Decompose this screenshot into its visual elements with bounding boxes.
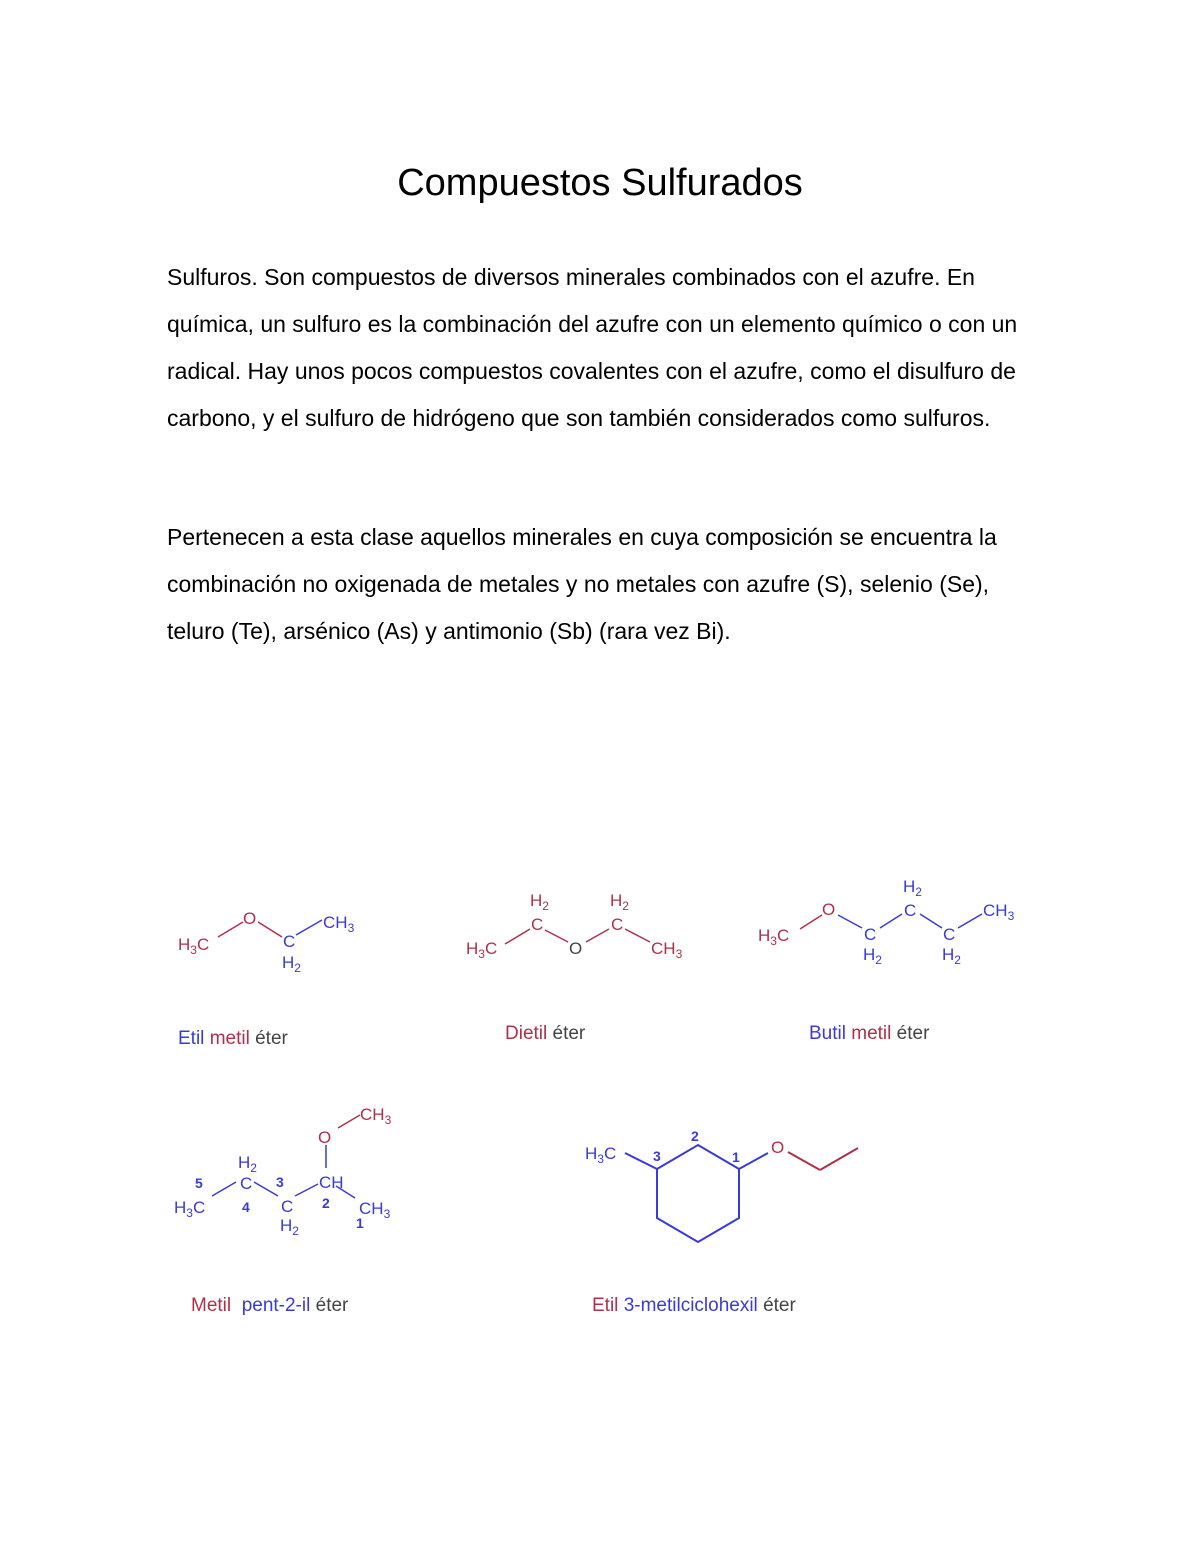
- atom-c: C: [904, 901, 917, 920]
- bond: [820, 1148, 858, 1170]
- carbon-number: 1: [356, 1215, 364, 1231]
- atom-h3c: $H_3C$: [178, 935, 210, 957]
- caption-dietil-eter: Dietil éter: [505, 1023, 586, 1044]
- bond: [254, 1182, 278, 1196]
- carbon-number: 2: [691, 1128, 699, 1144]
- structure-metil-pent-2-il-eter: [174, 1105, 392, 1316]
- bond: [212, 1182, 236, 1196]
- bond: [295, 1184, 318, 1196]
- bond: [800, 915, 822, 929]
- caption-etil-3-metilciclohexil-eter: Etil 3-metilciclohexil éter: [592, 1295, 796, 1316]
- bond: [296, 920, 322, 935]
- carbon-number: 5: [195, 1175, 203, 1191]
- atom-o: O: [569, 939, 583, 958]
- paragraph-sulfuros: Sulfuros. Son compuestos de diversos minerales combinados con el azufre. En química, un sulfuro es la combinación del azufre con un elemento químico o con un radical. Hay unos pocos compuestos covalentes con el azufre, como el disulfuro de carbono, y el sulfuro de hidrógeno que son también considerados como sulfuros.: [167, 264, 1018, 431]
- bond: [739, 1153, 768, 1169]
- carbon-number: 4: [242, 1199, 250, 1215]
- atom-o: O: [822, 900, 836, 919]
- bond: [920, 914, 942, 928]
- caption-metil-pent-2-il-eter: Metil pent-2-il éter: [191, 1295, 349, 1316]
- bond: [958, 914, 982, 928]
- atom-o: O: [243, 909, 257, 928]
- atom-ch: CH: [319, 1173, 344, 1192]
- bond: [505, 929, 530, 944]
- atom-c: C: [531, 915, 544, 934]
- structure-butil-metil-eter: [758, 877, 1015, 1044]
- atom-h3c: $H_3C$: [466, 939, 498, 961]
- structure-etil-metil-eter: [178, 909, 355, 1049]
- atom-c: C: [611, 915, 624, 934]
- atom-h3c: $H_3C$: [758, 926, 790, 948]
- atom-c: C: [943, 925, 956, 944]
- carbon-number: 1: [732, 1149, 740, 1165]
- bond: [338, 1115, 360, 1128]
- bond: [545, 930, 568, 942]
- atom-h2: $H_2$: [903, 877, 922, 899]
- atom-h2: $H_2$: [610, 891, 629, 913]
- atom-h2: $H_2$: [530, 891, 549, 913]
- bond: [880, 914, 902, 928]
- atom-ch3: $CH_3$: [983, 901, 1015, 923]
- carbon-number: 2: [322, 1195, 330, 1211]
- bond: [218, 922, 243, 937]
- structure-dietil-eter: [466, 891, 683, 1044]
- page-title: Compuestos Sulfurados: [397, 162, 803, 204]
- atom-o: O: [318, 1128, 332, 1147]
- bond: [586, 929, 609, 942]
- atom-h3c: $H_3C$: [174, 1198, 206, 1220]
- atom-h3c: $H_3C$: [585, 1144, 617, 1166]
- atom-ch3: $CH_3$: [359, 1199, 391, 1221]
- bond: [788, 1152, 820, 1170]
- atom-c: C: [240, 1174, 253, 1193]
- atom-h2: $H_2$: [942, 945, 961, 967]
- atom-h2: $H_2$: [282, 953, 301, 975]
- atom-o: O: [771, 1138, 785, 1157]
- bond: [258, 922, 282, 937]
- caption-etil-metil-eter: Etil metil éter: [178, 1028, 288, 1049]
- atom-c: C: [283, 932, 296, 951]
- atom-ch3: $CH_3$: [651, 939, 683, 961]
- atom-h2: $H_2$: [280, 1216, 299, 1238]
- carbon-number: 3: [276, 1174, 284, 1190]
- atom-h2: $H_2$: [863, 945, 882, 967]
- caption-butil-metil-eter: Butil metil éter: [809, 1023, 930, 1044]
- atom-ch3: $CH_3$: [323, 913, 355, 935]
- atom-ch3: $CH_3$: [360, 1105, 392, 1127]
- carbon-number: 3: [653, 1148, 661, 1164]
- cyclohexane-ring: [657, 1145, 739, 1242]
- bond: [625, 929, 650, 942]
- atom-c: C: [864, 925, 877, 944]
- structure-etil-3-metilciclohexil-eter: [585, 1128, 858, 1316]
- paragraph-minerales: Pertenecen a esta clase aquellos minerales en cuya composición se encuentra la combinación no oxigenada de metales y no metales con azufre (S), selenio (Se), teluro (Te), arsénico (As) y antimonio (Sb) (rara vez Bi).: [167, 524, 997, 644]
- atom-c: C: [281, 1197, 294, 1216]
- atom-h2: $H_2$: [238, 1153, 257, 1175]
- bond: [838, 915, 862, 928]
